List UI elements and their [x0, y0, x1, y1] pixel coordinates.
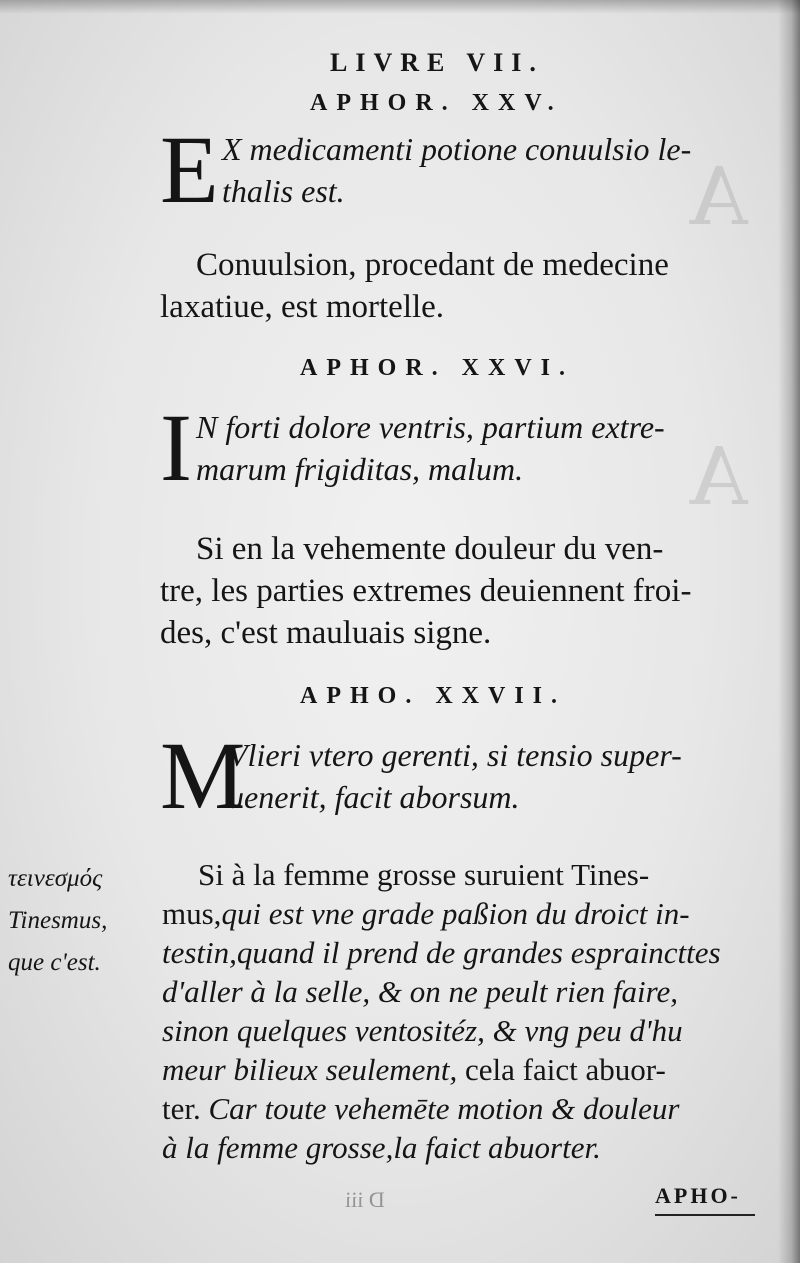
- para-line-3: testin,quand il prend de grandes espraincttes: [162, 935, 721, 970]
- aphorism-26-latin-line-2: marum frigiditas, malum.: [196, 451, 524, 487]
- para-line-4: d'aller à la selle, & on ne peult rien faire,: [162, 974, 679, 1009]
- aphorism-27-latin-line-1: Vlieri vtero gerenti, si tensio super-: [228, 737, 682, 773]
- para-line-2-italic: qui est vne grade paßion du droict in-: [221, 896, 690, 931]
- aphorism-27-initial: M: [160, 722, 246, 829]
- aphorism-25-latin-line-1: X medicamenti potione conuulsio le-: [222, 131, 692, 167]
- aphorism-25-latin-line-2: thalis est.: [222, 173, 345, 209]
- aphorism-26-latin-line-1: N forti dolore ventris, partium extre-: [196, 409, 665, 445]
- show-through-initial-1: A: [690, 150, 748, 243]
- catchword-underline: [655, 1214, 755, 1216]
- para-line-5: sinon quelques ventositéz, & vng peu d'hu: [162, 1013, 683, 1048]
- aphorism-26-french-line-3: des, c'est mauluais signe.: [160, 615, 492, 651]
- catchword: APHO-: [655, 1183, 741, 1208]
- page-top-shadow: [0, 0, 800, 14]
- para-line-6-italic: meur bilieux seulement,: [162, 1052, 458, 1087]
- margin-note: [8, 858, 107, 984]
- running-head: LIVRE VII.: [330, 48, 544, 77]
- aphorism-26-french-line-1: Si en la vehemente douleur du ven-: [196, 531, 664, 567]
- aphorism-25-initial: E: [160, 116, 219, 223]
- aphorism-26-initial: I: [160, 394, 192, 501]
- aphorism-25-french-line-1: Conuulsion, procedant de medecine: [196, 247, 669, 283]
- margin-note-greek: τεινεσμός: [8, 865, 103, 892]
- aphorism-27-latin-line-2: uenerit, facit aborsum.: [228, 779, 520, 815]
- aphorism-27-heading: APHO. XXVII.: [300, 683, 567, 709]
- margin-note-line-3: que c'est.: [8, 949, 101, 976]
- para-line-6-roman: cela faict abuor-: [457, 1052, 666, 1087]
- para-line-7-roman: ter.: [162, 1091, 201, 1126]
- show-through-initial-2: A: [690, 430, 748, 523]
- aphorism-25-french-line-2: laxatiue, est mortelle.: [160, 289, 445, 325]
- aphorism-26-french-line-2: tre, les parties extremes deuiennent froi-: [160, 573, 692, 609]
- para-line-1: Si à la femme grosse suruient Tines-: [198, 857, 650, 892]
- signature-mark: D iii: [345, 1187, 385, 1212]
- para-line-8: à la femme grosse,la faict abuorter.: [162, 1130, 601, 1165]
- margin-note-line-2: Tinesmus,: [8, 907, 108, 934]
- page-gutter-shadow: [778, 0, 800, 1263]
- para-line-7-italic: Car toute vehemēte motion & douleur: [200, 1091, 680, 1126]
- aphorism-27-french-paragraph: [162, 855, 721, 1167]
- aphorism-26-heading: APHOR. XXVI.: [300, 355, 574, 381]
- aphorism-25-heading: APHOR. XXV.: [310, 90, 563, 116]
- para-line-2-roman: mus,: [162, 896, 222, 931]
